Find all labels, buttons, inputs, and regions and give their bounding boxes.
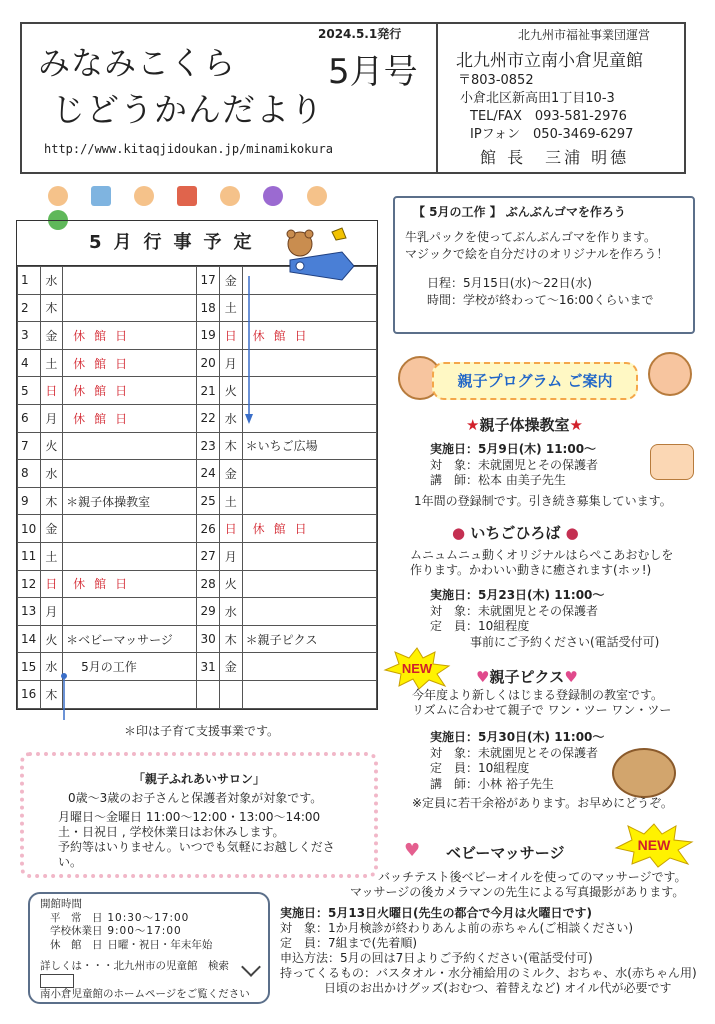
operator-text: 北九州市福祉事業団運営 bbox=[518, 28, 651, 42]
calendar-weekday: 火 bbox=[220, 570, 243, 598]
strawberry-icon: ● bbox=[452, 524, 466, 542]
kabuto-icon bbox=[91, 186, 111, 206]
child-face-icon bbox=[307, 186, 327, 206]
taiso-note: 1年間の登録制です。引き続き募集しています。 bbox=[414, 494, 672, 508]
pix-teacher: 講 師：小林 裕子先生 bbox=[430, 776, 554, 791]
address: 小倉北区新高田1丁目10-3 bbox=[460, 91, 615, 106]
opening-hours-box bbox=[28, 892, 270, 1004]
calendar-event: ＊親子ピクス bbox=[242, 625, 376, 653]
pix-desc-line: 今年度より新しくはじまる登録制の教室です。 bbox=[412, 688, 664, 702]
calendar-event: ＊親子体操教室 bbox=[63, 487, 197, 515]
salon-hours: 月曜日～金曜日 11:00～12:00・13:00～14:00 bbox=[58, 810, 321, 824]
ichigo-desc-line: 作ります。かわいい動きに癒されます(ホッ!) bbox=[410, 563, 652, 577]
calendar-event bbox=[242, 349, 376, 377]
calendar-weekday: 日 bbox=[220, 322, 243, 350]
baby-desc-line: バッチテスト後ベビーオイルを使ってのマッサージです。 bbox=[378, 870, 687, 884]
pix-details bbox=[430, 730, 604, 792]
calendar-weekday: 月 bbox=[220, 542, 243, 570]
calendar-day-number: 30 bbox=[197, 625, 220, 653]
calendar-event bbox=[63, 267, 197, 295]
craft-box bbox=[393, 196, 695, 334]
calendar-weekday: 日 bbox=[40, 570, 63, 598]
calendar-weekday: 木 bbox=[40, 487, 63, 515]
calendar-row bbox=[18, 542, 377, 570]
calendar-row bbox=[18, 377, 377, 405]
calendar-weekday: 日 bbox=[40, 377, 63, 405]
craft-body-line: 牛乳パックを使ってぶんぶんゴマを作ります。 bbox=[405, 230, 657, 244]
publish-date: 2024.5.1発行 bbox=[318, 27, 402, 41]
star-icon: ★ bbox=[569, 416, 583, 434]
hours-school-holiday bbox=[40, 925, 258, 939]
calendar-row bbox=[18, 653, 377, 681]
calendar-day-number: 25 bbox=[197, 487, 220, 515]
calendar-row bbox=[18, 680, 377, 708]
event-calendar bbox=[16, 220, 378, 710]
craft-period-line-icon bbox=[58, 670, 70, 720]
child-illustration-icon bbox=[648, 352, 692, 396]
calendar-day-number: 26 bbox=[197, 515, 220, 543]
taiso-title-text: 親子体操教室 bbox=[479, 416, 570, 434]
calendar-weekday: 金 bbox=[220, 267, 243, 295]
craft-body bbox=[405, 229, 683, 263]
heart-icon: ♥ bbox=[476, 668, 490, 686]
calendar-day-number: 12 bbox=[18, 570, 41, 598]
calendar-event bbox=[63, 680, 197, 708]
pix-title-text: 親子ピクス bbox=[489, 668, 565, 686]
pix-desc-line: リズムに合わせて親子で ワン・ツー ワン・ツー bbox=[412, 703, 672, 717]
calendar-event: ＊ベビーマッサージ bbox=[63, 625, 197, 653]
ichigo-details bbox=[430, 588, 659, 650]
baby-date: 実施日：5月13日火曜日(先生の都合で今月は火曜日です) bbox=[280, 906, 593, 920]
calendar-day-number: 7 bbox=[18, 432, 41, 460]
koinobori-icon bbox=[177, 186, 197, 206]
calendar-weekday: 土 bbox=[40, 542, 63, 570]
calendar-day-number: 17 bbox=[197, 267, 220, 295]
calendar-day-number: 31 bbox=[197, 653, 220, 681]
calendar-event: 休館日 bbox=[63, 349, 197, 377]
calendar-event bbox=[242, 404, 376, 432]
calendar-day-number: 15 bbox=[18, 653, 41, 681]
calendar-event: 休館日 bbox=[63, 322, 197, 350]
calendar-weekday: 金 bbox=[40, 515, 63, 543]
calendar-row bbox=[18, 322, 377, 350]
calendar-event: 休館日 bbox=[63, 377, 197, 405]
calendar-event: ＊いちご広場 bbox=[242, 432, 376, 460]
pix-title bbox=[476, 666, 578, 687]
calendar-weekday: 金 bbox=[220, 653, 243, 681]
calendar-day-number: 27 bbox=[197, 542, 220, 570]
calendar-weekday bbox=[220, 680, 243, 708]
ichigo-desc-line: ムニュムニュ動くオリジナルはらぺこあおむしを bbox=[410, 548, 674, 562]
ichigo-title-text: いちごひろば bbox=[470, 524, 561, 542]
baby-massage-title: ベビーマッサージ bbox=[446, 844, 565, 862]
calendar-day-number: 14 bbox=[18, 625, 41, 653]
ip-phone: IPフォン 050-3469-6297 bbox=[470, 127, 634, 142]
calendar-day-number: 21 bbox=[197, 377, 220, 405]
calendar-day-number: 8 bbox=[18, 460, 41, 488]
taiso-title bbox=[466, 414, 583, 435]
calendar-weekday: 水 bbox=[40, 460, 63, 488]
ichigo-capacity: 定 員：10組程度 bbox=[430, 619, 530, 633]
calendar-event bbox=[242, 542, 376, 570]
baby-bring-2: 日頃のお出かけグッズ(おむつ、着替えなど) オイル代が必要です bbox=[324, 981, 672, 995]
calendar-day-number: 18 bbox=[197, 294, 220, 322]
baby-capacity: 定 員：7組まで(先着順) bbox=[280, 936, 417, 950]
calendar-weekday: 月 bbox=[40, 404, 63, 432]
pix-target: 対 象：未就園児とその保護者 bbox=[430, 745, 599, 760]
calendar-day-number: 16 bbox=[18, 680, 41, 708]
salon-note: 予約等はいりません。いつでも気軽にお越しください。 bbox=[58, 840, 335, 869]
calendar-row bbox=[18, 515, 377, 543]
calendar-event bbox=[63, 294, 197, 322]
calendar-day-number: 22 bbox=[197, 404, 220, 432]
calendar-event bbox=[242, 294, 376, 322]
arrow-line-icon bbox=[244, 276, 254, 426]
hours-label: 学校休業日 bbox=[50, 925, 103, 937]
hours-title: 開館時間 bbox=[40, 898, 82, 910]
calendar-weekday: 火 bbox=[40, 432, 63, 460]
calendar-row bbox=[18, 570, 377, 598]
search-hint bbox=[40, 960, 258, 988]
decoration-row bbox=[48, 186, 378, 210]
calendar-day-number: 6 bbox=[18, 404, 41, 432]
tel-fax: TEL/FAX 093-581-2976 bbox=[470, 109, 627, 124]
calendar-day-number: 24 bbox=[197, 460, 220, 488]
newsletter-title: みなみこくら bbox=[38, 44, 237, 82]
calendar-row bbox=[18, 349, 377, 377]
calendar-event: 休館日 bbox=[242, 322, 376, 350]
pix-date: 実施日：5月30日(木) 11:00～ bbox=[430, 730, 605, 744]
calendar-weekday: 水 bbox=[40, 653, 63, 681]
program-banner: 親子プログラム ご案内 bbox=[432, 362, 638, 400]
bear-illustration-icon bbox=[612, 748, 676, 798]
baby-apply: 申込方法：5月の回は7日よりご予約ください(電話受付可) bbox=[280, 951, 593, 965]
calendar-day-number: 11 bbox=[18, 542, 41, 570]
hours-value: 日曜・祝日・年末年始 bbox=[107, 938, 213, 951]
hours-label: 平 常 日 bbox=[50, 911, 103, 924]
calendar-event bbox=[63, 515, 197, 543]
calendar-day-number: 23 bbox=[197, 432, 220, 460]
star-icon: ★ bbox=[466, 416, 480, 434]
calendar-day-number: 9 bbox=[18, 487, 41, 515]
calendar-day-number: 28 bbox=[197, 570, 220, 598]
calendar-grid bbox=[17, 266, 377, 709]
koinobori-bear-icon bbox=[280, 226, 362, 288]
craft-date: 日程：5月15日(水)～22日(水) bbox=[427, 276, 592, 290]
calendar-weekday: 月 bbox=[220, 349, 243, 377]
calendar-weekday: 日 bbox=[220, 515, 243, 543]
calendar-day-number: 19 bbox=[197, 322, 220, 350]
calendar-weekday: 木 bbox=[220, 432, 243, 460]
calendar-event bbox=[242, 460, 376, 488]
hours-closed bbox=[40, 939, 258, 953]
calendar-day-number: 2 bbox=[18, 294, 41, 322]
calendar-weekday: 木 bbox=[40, 294, 63, 322]
taiso-teacher: 講 師：松本 由美子先生 bbox=[430, 473, 566, 487]
baby-illustration-icon: ♥ bbox=[404, 840, 421, 861]
contact-block bbox=[458, 72, 633, 144]
ichigo-reserve: 事前にご予約ください(電話受付可) bbox=[470, 634, 660, 649]
calendar-row bbox=[18, 460, 377, 488]
calendar-event bbox=[242, 377, 376, 405]
hall-name: 北九州市立南小倉児童館 bbox=[456, 51, 643, 71]
baby-bring: 持ってくるもの：バスタオル・水分補給用のミルク、おちゃ、水(赤ちゃん用) bbox=[280, 966, 697, 980]
calendar-weekday: 土 bbox=[40, 349, 63, 377]
calendar-event bbox=[63, 460, 197, 488]
pix-note: ※定員に若干余裕があります。お早めにどうぞ。 bbox=[412, 796, 673, 810]
calendar-row bbox=[18, 598, 377, 626]
calendar-event: 休館日 bbox=[63, 404, 197, 432]
homepage-hint: 南小倉児童館のホームページをご覧ください bbox=[40, 988, 250, 1000]
child-face-icon bbox=[134, 186, 154, 206]
calendar-weekday: 水 bbox=[220, 598, 243, 626]
craft-time: 時間：学校が終わって～16:00くらいまで bbox=[427, 293, 654, 307]
calendar-day-number: 13 bbox=[18, 598, 41, 626]
salon-title: 「親子ふれあいサロン」 bbox=[132, 772, 265, 786]
director-name: 館 長 三浦 明德 bbox=[480, 148, 630, 167]
calendar-day-number: 3 bbox=[18, 322, 41, 350]
calendar-title: 5月行事予定 bbox=[17, 221, 377, 266]
calendar-day-number: 5 bbox=[18, 377, 41, 405]
calendar-day-number: 10 bbox=[18, 515, 41, 543]
hours-label: 休 館 日 bbox=[50, 938, 103, 951]
calendar-event bbox=[63, 432, 197, 460]
calendar-weekday: 水 bbox=[40, 267, 63, 295]
calendar-footnote: ＊印は子育て支援事業です。 bbox=[124, 724, 280, 738]
calendar-day-number: 4 bbox=[18, 349, 41, 377]
calendar-day-number: 20 bbox=[197, 349, 220, 377]
calendar-weekday: 火 bbox=[220, 377, 243, 405]
hours-value: 10:30～17:00 bbox=[107, 911, 190, 924]
ichigo-description bbox=[410, 548, 673, 578]
calendar-row bbox=[18, 487, 377, 515]
calendar-row bbox=[18, 404, 377, 432]
calendar-row bbox=[18, 625, 377, 653]
taiso-target: 対 象：未就園児とその保護者 bbox=[430, 457, 599, 472]
calendar-weekday: 土 bbox=[220, 294, 243, 322]
header-divider bbox=[436, 22, 438, 174]
calendar-day-number: 1 bbox=[18, 267, 41, 295]
child-face-icon bbox=[48, 186, 68, 206]
ichigo-date: 実施日：5月23日(木) 11:00～ bbox=[430, 588, 605, 602]
calendar-day-number bbox=[197, 680, 220, 708]
hours-weekday bbox=[40, 912, 258, 926]
ichigo-target: 対 象：未就園児とその保護者 bbox=[430, 603, 599, 618]
taiso-details bbox=[430, 442, 598, 489]
salon-holidays: 土・日祝日 , 学校休業日はお休みします。 bbox=[58, 825, 285, 839]
website-link[interactable]: http://www.kitaqjidoukan.jp/minamikokura bbox=[44, 142, 333, 156]
taiso-date: 実施日：5月9日(木) 11:00～ bbox=[430, 442, 597, 456]
calendar-event bbox=[242, 487, 376, 515]
calendar-weekday: 水 bbox=[220, 404, 243, 432]
issue-label: 5月号 bbox=[328, 52, 418, 92]
calendar-event: 休館日 bbox=[242, 515, 376, 543]
ichigo-title bbox=[452, 522, 579, 543]
calendar-day-number: 29 bbox=[197, 598, 220, 626]
calendar-event bbox=[242, 680, 376, 708]
salon-intro: 0歳～3歳のお子さんと保護者対象が対象です。 bbox=[68, 791, 323, 805]
craft-body-line: マジックで絵を自分だけのオリジナルを作ろう！ bbox=[405, 247, 669, 261]
newsletter-subtitle: じどうかんだより bbox=[52, 90, 324, 129]
pix-description bbox=[412, 688, 671, 718]
child-face-icon bbox=[220, 186, 240, 206]
exercise-illustration-icon bbox=[650, 444, 694, 480]
pix-capacity: 定 員：10組程度 bbox=[430, 761, 530, 775]
hours-value: 9:00～17:00 bbox=[107, 925, 182, 937]
new-badge-text: NEW bbox=[401, 661, 433, 676]
calendar-weekday: 木 bbox=[220, 625, 243, 653]
search-hint-text: 詳しくは・・・北九州市の児童館 検索 bbox=[40, 960, 229, 972]
heart-icon: ♥ bbox=[564, 668, 578, 686]
baby-target: 対 象：1か月検診が終わりあんよ前の赤ちゃん(ご相談ください) bbox=[280, 921, 634, 935]
calendar-event bbox=[242, 570, 376, 598]
calendar-event bbox=[242, 598, 376, 626]
strawberry-icon: ● bbox=[565, 524, 579, 542]
calendar-weekday: 火 bbox=[40, 625, 63, 653]
calendar-event: 休館日 bbox=[63, 570, 197, 598]
calendar-row bbox=[18, 294, 377, 322]
calendar-event bbox=[63, 542, 197, 570]
calendar-event bbox=[242, 653, 376, 681]
calendar-weekday: 金 bbox=[220, 460, 243, 488]
baby-desc-line: マッサージの後カメラマンの先生による写真撮影があります。 bbox=[350, 885, 685, 899]
calendar-weekday: 金 bbox=[40, 322, 63, 350]
postal-code: 〒803-0852 bbox=[458, 73, 534, 88]
flower-icon bbox=[263, 186, 283, 206]
search-box[interactable] bbox=[40, 974, 74, 988]
calendar-event bbox=[63, 598, 197, 626]
salon-box bbox=[20, 752, 378, 878]
calendar-weekday: 月 bbox=[40, 598, 63, 626]
calendar-weekday: 土 bbox=[220, 487, 243, 515]
craft-heading: 【 5月の工作 】 ぶんぶんゴマを作ろう bbox=[413, 205, 626, 219]
calendar-event: 5月の工作 bbox=[63, 653, 197, 681]
calendar-weekday: 木 bbox=[40, 680, 63, 708]
new-badge-icon bbox=[383, 646, 451, 690]
calendar-row bbox=[18, 432, 377, 460]
new-badge-text: NEW bbox=[637, 837, 671, 853]
new-badge-icon bbox=[614, 822, 694, 868]
baby-massage-description bbox=[350, 870, 687, 900]
baby-massage-details bbox=[280, 906, 697, 996]
